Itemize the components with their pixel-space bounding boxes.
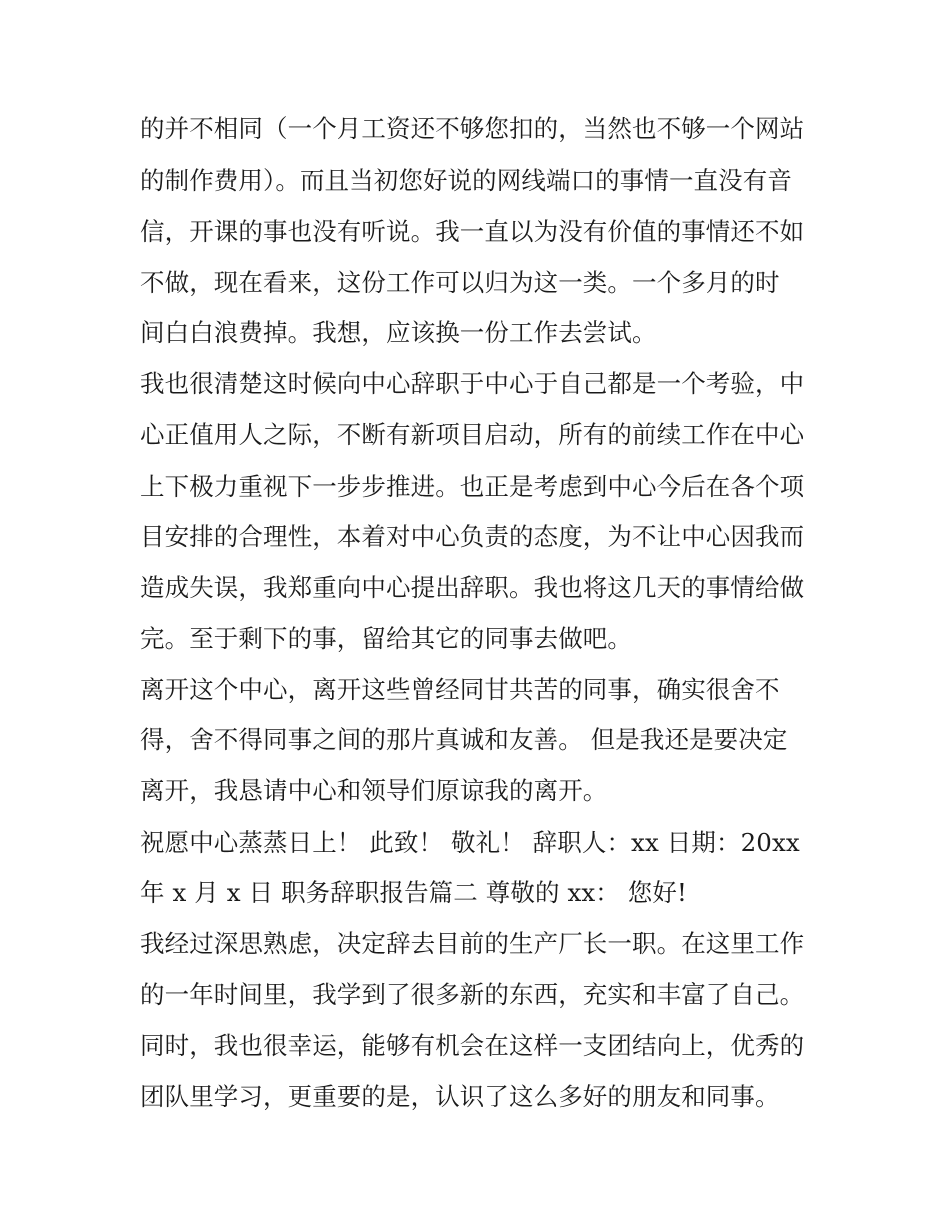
text-line-12: 离开这个中心，离开这些曾经同甘共苦的同事，确实很舍不 xyxy=(140,675,780,704)
text-line-5: 间白白浪费掉。我想，应该换一份工作去尝试。 xyxy=(140,318,657,347)
text-line-3: 信，开课的事也没有听说。我一直以为没有价值的事情还不如 xyxy=(140,217,805,246)
text-line-6: 我也很清楚这时候向中心辞职于中心于自己都是一个考验，中 xyxy=(140,369,805,398)
text-line-9: 目安排的合理性，本着对中心负责的态度，为不让中心因我而 xyxy=(140,522,805,551)
text-line-1: 的并不相同（一个月工资还不够您扣的，当然也不够一个网站 xyxy=(140,114,805,143)
text-line-19: 同时，我也很幸运，能够有机会在这样一支团结向上，优秀的 xyxy=(140,1031,805,1060)
text-line-13: 得，舍不得同事之间的那片真诚和友善。 但是我还是要决定 xyxy=(140,725,788,754)
text-line-20: 团队里学习，更重要的是，认识了这么多好的朋友和同事。 xyxy=(140,1082,780,1111)
text-line-8: 上下极力重视下一步步推进。也正是考虑到中心今后在各个项 xyxy=(140,472,805,501)
text-line-10: 造成失误，我郑重向中心提出辞职。我也将这几天的事情给做 xyxy=(140,573,805,602)
text-line-2: 的制作费用）。而且当初您好说的网线端口的事情一直没有音 xyxy=(140,166,792,195)
text-line-17: 我经过深思熟虑，决定辞去目前的生产厂长一职。在这里工作 xyxy=(140,929,805,958)
text-line-7: 心正值用人之际，不断有新项目启动，所有的前续工作在中心 xyxy=(140,420,805,449)
text-line-16: 年 x 月 x 日 职务辞职报告篇二 尊敬的 xx： 您好! xyxy=(140,878,687,907)
text-line-18: 的一年时间里，我学到了很多新的东西，充实和丰富了自己。 xyxy=(140,980,805,1009)
text-line-11: 完。至于剩下的事，留给其它的同事去做吧。 xyxy=(140,624,632,653)
text-line-4: 不做，现在看来，这份工作可以归为这一类。一个多月的时 xyxy=(140,268,780,297)
text-line-15: 祝愿中心蒸蒸日上！ 此致！ 敬礼！ 辞职人：xx 日期：20xx xyxy=(140,828,800,857)
text-line-14: 离开，我恳请中心和领导们原谅我的离开。 xyxy=(140,776,608,805)
